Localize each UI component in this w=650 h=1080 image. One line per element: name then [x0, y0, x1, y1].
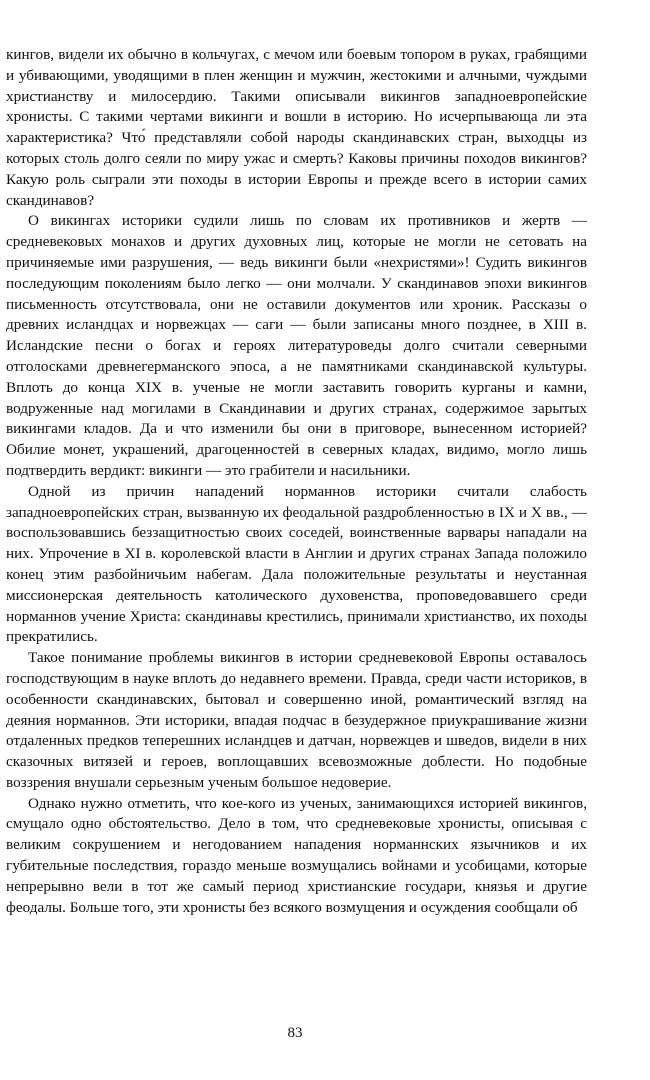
paragraph-5: Однако нужно отметить, что кое-кого из ученых, занимающихся историей викингов, смущало одно обстоятельство. Дело в том, что средневековые хронисты, описывая с великим сокрушением и негодованием нападения норманнских язычников и их губительные последствия, гораздо меньше возмущались войнами и усобицами, которые непрерывно вели в тот же самый период христианские государи, князья и другие феодалы. Больше того, эти хронисты без всякого возмущения и осуждения сообщали об [6, 794, 587, 916]
paragraph-2: О викингах историки судили лишь по словам их противников и жертв — средневековых монахов и других духовных лиц, которые не могли не сетовать на причиняемые ими разрушения, — ведь викинги были «нехристями»! Судить викингов последующим поколениям было легко — они молчали. У скандинавов эпохи викингов письменность отсутствовала, они не оставили документов или хроник. Рассказы о древних исландцах и норвежцах — саги — были записаны много позднее, в XIII в. Исландские песни о богах и героях литературоведы долго считали северными отголосками древнегерманского эпоса, а не памятниками скандинавской культуры. Вплоть до конца XIX в. ученые не могли заставить говорить курганы и камни, водруженные над могилами в Скандинавии и других странах, содержимое зарытых викингами кладов. Да и что изменили бы они в приговоре, вынесенном историей? Обилие монет, украшений, драгоценностей в северных кладах, видимо, могло лишь подтвердить вердикт: викинги — это грабители и насильники. [6, 212, 587, 479]
paragraph-1: кингов, видели их обычно в кольчугах, с мечом или боевым топором в руках, грабящими и убивающими, уводящими в плен женщин и мужчин, жестокими и алчными, чуждыми христианству и милосердию. Такими описывали викингов западноевропейские хронисты. С такими чертами викинги и вошли в историю. Но исчерпывающа ли эта характеристика? Что́ представляли собой народы скандинавских стран, выходцы из которых столь долго сеяли по миру ужас и смерть? Каковы причины походов викингов? Какую роль сыграли эти походы в истории Европы и прежде всего в истории самих скандинавов? [6, 46, 587, 209]
paragraph-4: Такое понимание проблемы викингов в истории средневековой Европы оставалось господствующим в науке вплоть до недавнего времени. Правда, среди части историков, в особенности скандинавских, бытовал и совершенно иной, романтический взгляд на деяния норманнов. Эти историки, впадая подчас в безудержное приукрашивание жизни отдаленных предков теперешних исландцев и датчан, норвежцев и шведов, видели в них сказочных витязей и героев, воплощавших всевозможные доблести. Но подобные воззрения внушали серьезным ученым большое недоверие. [6, 649, 587, 791]
paragraph-3: Одной из причин нападений норманнов историки считали слабость западноевропейских стран, вызванную их феодальной раздробленностью в IX и X вв., — воспользовавшись беззащитностью своих соседей, воинственные варвары нападали на них. Упрочение в XI в. королевской власти в Англии и других странах Запада положило конец этим разбойничьим набегам. Дала положительные результаты и неустанная миссионерская деятельность католического духовенства, проповедовавшего среди норманнов учение Христа: скандинавы крестились, принимали христианство, их походы прекратились. [6, 482, 587, 646]
page-number: 83 [287, 1025, 303, 1041]
body-text [6, 45, 587, 918]
